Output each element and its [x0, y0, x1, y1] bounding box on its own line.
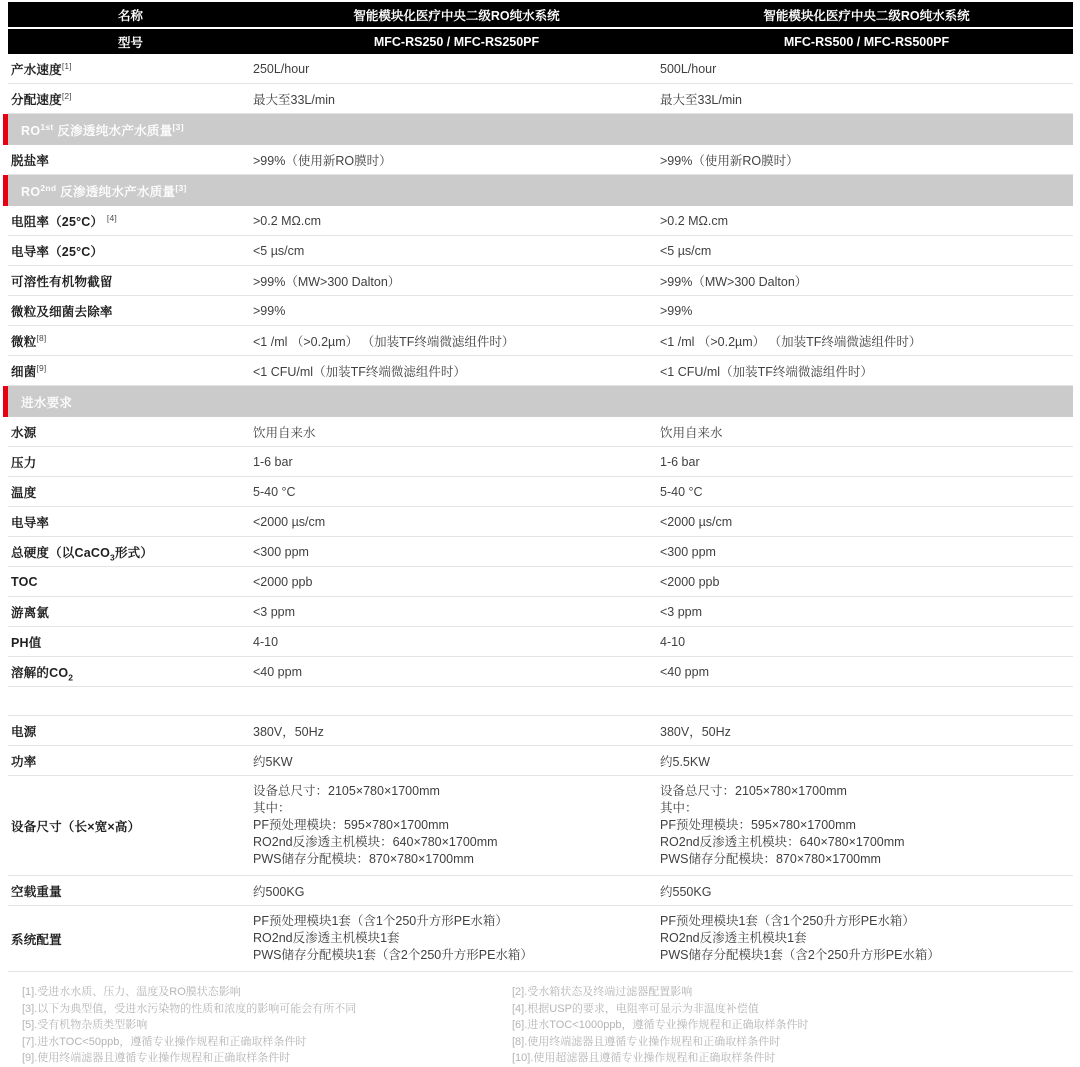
value-cell-product2: <1 /ml （>0.2µm） （加装TF终端微滤组件时）: [660, 334, 922, 349]
value-cell-product2: <5 µs/cm: [660, 243, 712, 258]
value-cell-product2: 380V，50Hz: [660, 724, 731, 739]
section-header-bar: [8, 386, 1073, 417]
row-label: 游离氯: [11, 605, 50, 620]
value-cell-product1: 饮用自来水: [253, 425, 316, 440]
value-line: 设备总尺寸：2105×780×1700mm: [253, 784, 440, 798]
value-cell-product2: <1 CFU/ml（加装TF终端微滤组件时）: [660, 364, 873, 379]
value-cell-product1: >0.2 MΩ.cm: [253, 213, 322, 228]
row-label: 总硬度（以CaCO$_3$形式）: [11, 545, 154, 562]
spec-row: [8, 84, 1073, 114]
value-cell-product1: 最大至33L/min: [253, 92, 335, 107]
footnote-line: [7].进水TOC<50ppb，遵循专业操作规程和正确取样条件时: [22, 1035, 307, 1048]
value-cell-product2: <40 ppm: [660, 664, 709, 679]
value-line: RO2nd反渗透主机模块：640×780×1700mm: [253, 835, 498, 849]
value-cell-product1: <1 CFU/ml（加装TF终端微滤组件时）: [253, 364, 466, 379]
value-line: PWS储存分配模块1套（含2个250升方形PE水箱）: [660, 948, 940, 962]
spec-row: [8, 507, 1073, 537]
value-cell-product2: 5-40 °C: [660, 484, 703, 499]
row-label: 可溶性有机物截留: [11, 274, 113, 289]
row-label: 水源: [11, 425, 37, 440]
value-cell-product2: <2000 µs/cm: [660, 514, 733, 529]
value-cell-product2: >99%（MW>300 Dalton）: [660, 274, 808, 289]
product1-name-header: 智能模块化医疗中央二级RO纯水系统: [353, 8, 560, 23]
value-line: PWS储存分配模块1套（含2个250升方形PE水箱）: [253, 948, 533, 962]
value-line: RO2nd反渗透主机模块1套: [253, 931, 400, 945]
spec-row: [8, 776, 1073, 876]
value-cell-product2: 500L/hour: [660, 61, 717, 76]
spec-row: [8, 657, 1073, 687]
value-cell-product2: >99%: [660, 303, 693, 318]
value-cell-product2: <2000 ppb: [660, 574, 720, 589]
row-label: 压力: [11, 455, 37, 470]
footnote-line: [10].使用超滤器且遵循专业操作规程和正确取样条件时: [512, 1052, 776, 1064]
spec-row: [8, 296, 1073, 326]
row-label: 电导率（25°C）: [11, 244, 104, 259]
value-cell-product1: <2000 ppb: [253, 574, 313, 589]
row-label: 电导率: [11, 515, 50, 530]
footnotes-right-column: [512, 984, 1080, 1067]
value-line: PWS储存分配模块：870×780×1700mm: [253, 852, 474, 866]
footnote-line: [2].受水箱状态及终端过滤器配置影响: [512, 986, 693, 998]
row-label: 分配速度[2]: [11, 90, 72, 107]
section-title: 进水要求: [21, 395, 73, 410]
row-label: 系统配置: [11, 932, 62, 947]
value-cell-product2: 1-6 bar: [660, 454, 700, 469]
value-line: RO2nd反渗透主机模块1套: [660, 931, 807, 945]
row-label: 电阻率（25°C） [4]: [11, 212, 117, 229]
value-cell-product1: [253, 776, 660, 875]
model-header-label: 型号: [117, 35, 143, 50]
row-label: 电源: [11, 724, 37, 739]
spec-row: [8, 266, 1073, 296]
product2-name-header: 智能模块化医疗中央二级RO纯水系统: [763, 8, 970, 23]
spacer-row: [8, 687, 1073, 716]
spec-row: [8, 447, 1073, 477]
row-label: 温度: [11, 485, 37, 500]
spec-row: [8, 906, 1073, 972]
row-label: 微粒及细菌去除率: [11, 304, 113, 319]
value-cell-product2: >0.2 MΩ.cm: [660, 213, 729, 228]
footnotes-left-column: [0, 984, 512, 1067]
red-accent-bar: [3, 114, 8, 145]
value-line: PF预处理模块1套（含1个250升方形PE水箱）: [253, 914, 508, 928]
value-line: PF预处理模块：595×780×1700mm: [253, 818, 449, 832]
product1-model: MFC-RS250 / MFC-RS250PF: [373, 34, 540, 49]
spec-row: [8, 627, 1073, 657]
value-line: PF预处理模块：595×780×1700mm: [660, 818, 856, 832]
value-cell-product2: 约5.5KW: [660, 754, 711, 769]
value-cell-product2: [660, 776, 1073, 875]
value-cell-product2: >99%（使用新RO膜时）: [660, 153, 799, 168]
product2-model: MFC-RS500 / MFC-RS500PF: [783, 34, 950, 49]
spec-row: [8, 876, 1073, 906]
spec-row: [8, 537, 1073, 567]
spec-row: [8, 326, 1073, 356]
value-cell-product2: 约550KG: [660, 884, 712, 899]
spec-row: [8, 477, 1073, 507]
value-cell-product2: 4-10: [660, 634, 686, 649]
table-header-model-row: [8, 29, 1073, 54]
section-title: $RO^{1st}$ 反渗透纯水产水质量[3]: [21, 121, 184, 138]
value-cell-product1: 4-10: [253, 634, 279, 649]
row-label: 溶解的$CO_2$: [11, 665, 74, 682]
value-cell-product1: >99%（MW>300 Dalton）: [253, 274, 401, 289]
spec-row: [8, 597, 1073, 627]
value-cell-product1: 5-40 °C: [253, 484, 296, 499]
row-label: 产水速度[1]: [11, 60, 72, 77]
footnote-line: [3].以下为典型值，受进水污染物的性质和浓度的影响可能会有所不同: [22, 1002, 357, 1015]
value-cell-product1: <40 ppm: [253, 664, 302, 679]
table-header-name-row: [8, 2, 1073, 27]
value-cell-product1: [253, 906, 660, 971]
section-title: $RO^{2nd}$ 反渗透纯水产水质量[3]: [21, 182, 187, 199]
value-cell-product1: 约500KG: [253, 884, 305, 899]
section-header-bar: [8, 114, 1073, 145]
row-label: 脱盐率: [11, 153, 50, 168]
value-line: PF预处理模块1套（含1个250升方形PE水箱）: [660, 914, 915, 928]
value-cell-product2: 最大至33L/min: [660, 92, 742, 107]
spec-row: [8, 145, 1073, 175]
name-header-label: 名称: [117, 8, 143, 23]
value-cell-product1: <2000 µs/cm: [253, 514, 326, 529]
value-cell-product2: 饮用自来水: [660, 425, 723, 440]
spec-table: [8, 2, 1073, 972]
value-cell-product1: <5 µs/cm: [253, 243, 305, 258]
footnotes: [0, 984, 1080, 1067]
value-line: RO2nd反渗透主机模块：640×780×1700mm: [660, 835, 905, 849]
value-cell-product1: 1-6 bar: [253, 454, 293, 469]
value-cell-product1: >99%（使用新RO膜时）: [253, 153, 392, 168]
spec-row: [8, 746, 1073, 776]
row-label: 细菌[9]: [11, 362, 47, 379]
footnote-line: [9].使用终端滤器且遵循专业操作规程和正确取样条件时: [22, 1052, 291, 1064]
row-label: 功率: [11, 754, 37, 769]
section-header-bar: [8, 175, 1073, 206]
spec-row: [8, 356, 1073, 386]
spec-row: [8, 206, 1073, 236]
spec-row: [8, 716, 1073, 746]
spec-row: [8, 567, 1073, 597]
value-line: 其中：: [660, 801, 698, 815]
row-label: PH值: [11, 635, 42, 650]
value-cell-product1: 约5KW: [253, 754, 293, 769]
value-cell-product1: >99%: [253, 303, 286, 318]
row-label: 微粒[8]: [11, 332, 47, 349]
value-line: 其中：: [253, 801, 291, 815]
footnote-line: [4].根据USP的要求，电阻率可显示为非温度补偿值: [512, 1002, 759, 1015]
value-cell-product2: [660, 906, 1073, 971]
value-cell-product2: <3 ppm: [660, 604, 703, 619]
value-cell-product1: <300 ppm: [253, 544, 309, 559]
red-accent-bar: [3, 175, 8, 206]
value-cell-product1: 250L/hour: [253, 61, 310, 76]
footnote-line: [1].受进水水质、压力、温度及RO膜状态影响: [22, 986, 241, 998]
spec-row: [8, 54, 1073, 84]
value-line: PWS储存分配模块：870×780×1700mm: [660, 852, 881, 866]
footnote-line: [6].进水TOC<1000ppb，遵循专业操作规程和正确取样条件时: [512, 1019, 809, 1031]
table-body: [8, 54, 1073, 972]
value-cell-product1: <1 /ml （>0.2µm） （加装TF终端微滤组件时）: [253, 334, 515, 349]
red-accent-bar: [3, 386, 8, 417]
value-line: 设备总尺寸：2105×780×1700mm: [660, 784, 847, 798]
value-cell-product1: 380V，50Hz: [253, 724, 324, 739]
row-label: 设备尺寸（长×宽×高）: [11, 819, 141, 834]
spec-row: [8, 236, 1073, 266]
row-label: TOC: [11, 574, 38, 589]
spec-row: [8, 417, 1073, 447]
row-label: 空载重量: [11, 884, 62, 899]
footnote-line: [5].受有机物杂质类型影响: [22, 1019, 148, 1031]
value-cell-product1: <3 ppm: [253, 604, 296, 619]
footnote-line: [8].使用终端滤器且遵循专业操作规程和正确取样条件时: [512, 1035, 781, 1048]
value-cell-product2: <300 ppm: [660, 544, 716, 559]
